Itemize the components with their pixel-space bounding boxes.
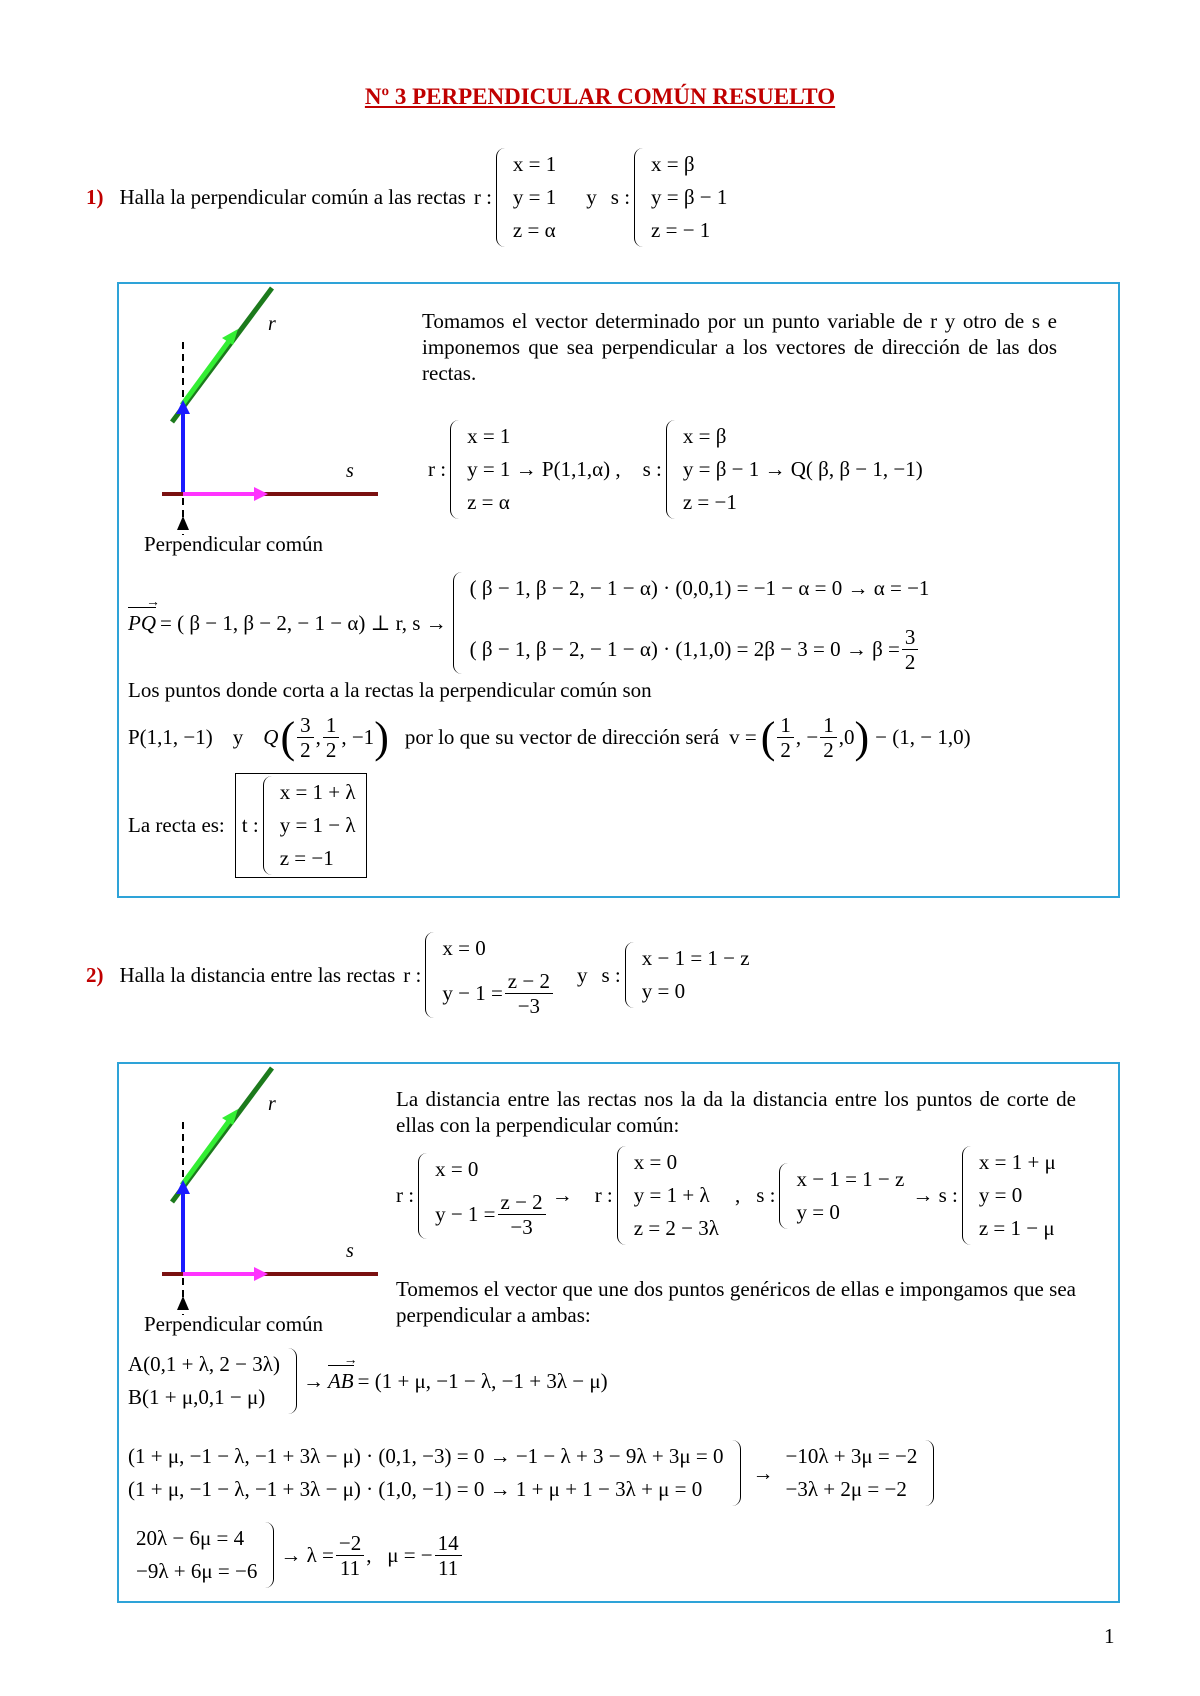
solution-2-text: Tomemos el vector que une dos puntos genéricos de ellas e impongamos que sea perpendicular a ambas: <box>396 1277 1076 1327</box>
problem-1-statement <box>86 148 727 247</box>
equation: y = 1 → P(1,1,α) , <box>467 457 621 481</box>
lambda-result-label: → λ = <box>280 1542 334 1567</box>
equation: x = β <box>651 152 695 176</box>
mu-result-label: , μ = − <box>366 1542 433 1567</box>
line-t-system <box>263 776 356 875</box>
denominator: 11 <box>438 1555 459 1580</box>
equation: y = 0 <box>641 979 686 1003</box>
numerator: −2 <box>336 1531 364 1556</box>
conjunction: y <box>232 725 244 749</box>
separator: , − <box>795 725 819 749</box>
dot-product-conditions <box>128 1440 934 1506</box>
equation: x − 1 = 1 − z <box>796 1166 905 1191</box>
r-fraction <box>498 1190 546 1239</box>
line-r-label: r : <box>396 1183 415 1207</box>
problem-2-statement <box>86 932 750 1018</box>
arrowhead-icon <box>254 487 268 501</box>
numerator: 14 <box>435 1531 462 1556</box>
points-text: Los puntos donde corta a la rectas la perpendicular común son <box>128 678 652 702</box>
line-s-label: s : <box>610 185 631 209</box>
numerator: 3 <box>902 625 919 650</box>
condition-1: ( β − 1, β − 2, − 1 − α) · (0,0,1) = −1 − α = 0 → α = −1 <box>469 576 930 600</box>
line-s-system <box>779 1163 904 1229</box>
equation: z = α <box>467 490 510 514</box>
equation: y = 1 <box>512 185 557 209</box>
v-fraction-2 <box>820 713 837 762</box>
denominator: 2 <box>823 738 834 762</box>
points-ab <box>128 1348 608 1414</box>
equation: x = 1 <box>512 152 557 176</box>
equation: x = β <box>682 424 727 448</box>
final-solution <box>136 1522 464 1588</box>
label-s: s <box>346 1240 354 1262</box>
vector-ab-definition: = (1 + μ, −1 − λ, −1 + 3λ − μ) <box>357 1368 608 1393</box>
arrow-icon: → <box>551 1183 573 1207</box>
q-coordinate-z: , −1 <box>341 725 375 749</box>
equation: y = 0 <box>978 1183 1023 1207</box>
beta-fraction <box>902 625 919 674</box>
separator: , <box>734 1183 741 1207</box>
equation <box>435 1190 548 1239</box>
equation: z = −1 <box>279 846 334 870</box>
mu-fraction <box>435 1531 462 1580</box>
diagram-caption: Perpendicular común <box>144 1312 324 1336</box>
solution-2-intro: La distancia entre las rectas nos la da la distancia entre los puntos de corte de ellas con la perpendicular común: <box>396 1087 1076 1137</box>
point-b: B(1 + μ,0,1 − μ) <box>128 1385 266 1409</box>
result-label: La recta es: <box>128 813 225 837</box>
arrow-icon: → <box>302 1368 324 1393</box>
vector-r <box>182 1117 232 1185</box>
arrow-icon: → <box>752 1460 774 1485</box>
equation: y = 1 − λ <box>279 813 356 837</box>
condition-2 <box>470 625 930 674</box>
equation: z = 2 − 3λ <box>633 1216 719 1240</box>
equation-left: y − 1 = <box>442 981 503 1005</box>
numerator: 1 <box>323 713 340 738</box>
problem-1-text: Halla la perpendicular común a las rectas <box>119 185 466 209</box>
equation: x = 0 <box>442 936 486 960</box>
denominator: 11 <box>339 1555 361 1580</box>
v-coordinate-z: ,0 <box>838 725 855 749</box>
line-s-label: → s : <box>912 1183 958 1207</box>
equation: 20λ − 6μ = 4 <box>136 1526 245 1550</box>
lambda-fraction <box>336 1531 364 1580</box>
solution-1-parametrics <box>428 420 923 519</box>
line-s-system <box>625 942 750 1008</box>
line-r-label: r : <box>403 962 422 987</box>
problem-2-number: 2) <box>86 962 104 987</box>
line-s-label: s : <box>756 1183 776 1207</box>
direction-vector-equivalent: − (1, − 1,0) <box>875 725 971 749</box>
equation: y = 0 <box>796 1199 840 1224</box>
point-q-label: Q <box>263 725 279 749</box>
numerator: z − 2 <box>498 1190 546 1215</box>
line-s-system <box>634 148 727 247</box>
vector-pq-definition: = ( β − 1, β − 2, − 1 − α) ⊥ r, s → <box>160 610 447 635</box>
numerator: 1 <box>777 713 794 738</box>
numerator: 3 <box>297 713 314 738</box>
q-fraction-1 <box>297 713 314 762</box>
result-line-t <box>128 773 367 878</box>
perpendicular-diagram-1 <box>150 280 400 560</box>
equation <box>442 969 555 1018</box>
line-r-parametric-system <box>617 1146 719 1245</box>
numerator: z − 2 <box>505 969 553 994</box>
direction-vector-label: v = <box>729 725 757 749</box>
dot-product-system <box>128 1440 741 1506</box>
point-a: A(0,1 + λ, 2 − 3λ) <box>128 1352 280 1376</box>
denominator: 2 <box>300 738 311 762</box>
pointer-arrow-icon <box>177 516 189 530</box>
vector-pq-label: → PQ <box>128 611 156 636</box>
diagram-caption: Perpendicular común <box>144 532 324 556</box>
numerator: 1 <box>820 713 837 738</box>
denominator: 2 <box>780 738 791 762</box>
label-r: r <box>268 313 276 335</box>
equation: y = β − 1 → Q( β, β − 1, −1) <box>682 457 923 481</box>
line-r-system <box>450 420 621 519</box>
line-r-system <box>418 1153 548 1239</box>
label-s: s <box>346 460 354 482</box>
equation: z = −1 <box>682 490 737 514</box>
equation: x − 1 = 1 − z <box>641 946 750 970</box>
equation: x = 0 <box>633 1150 678 1174</box>
line-r-system <box>425 932 555 1018</box>
label-r: r <box>268 1093 276 1115</box>
equation: z = 1 − μ <box>978 1216 1055 1240</box>
vector-r <box>182 337 232 405</box>
perpendicular-diagram-2 <box>150 1060 400 1340</box>
arrowhead-icon <box>254 1267 268 1281</box>
equation: −9λ + 6μ = −6 <box>136 1559 258 1583</box>
equation: z = α <box>512 218 556 242</box>
denominator: −3 <box>517 994 541 1018</box>
equation-left: y − 1 = <box>435 1201 496 1226</box>
vector-ab-label: → AB <box>328 1369 354 1394</box>
page-number: 1 <box>1104 1624 1115 1648</box>
pointer-arrow-icon <box>177 1296 189 1310</box>
line-r-label: r : <box>428 457 447 481</box>
equation: x = 1 <box>467 424 511 448</box>
line-s-label: s : <box>642 457 662 481</box>
equation: y = β − 1 <box>651 185 728 209</box>
condition-1: (1 + μ, −1 − λ, −1 + 3λ − μ) · (0,1, −3) = 0 → −1 − λ + 3 − 9λ + 3μ = 0 <box>128 1444 724 1468</box>
line-r-label: r : <box>473 185 492 209</box>
equation: −3λ + 2μ = −2 <box>785 1477 907 1501</box>
r-fraction <box>505 969 553 1018</box>
line-s-parametric-system <box>962 1146 1056 1245</box>
line-r-system <box>496 148 556 247</box>
line-s-system <box>666 420 923 519</box>
conjunction: y <box>586 185 597 209</box>
denominator: 2 <box>325 738 337 762</box>
denominator: 2 <box>904 650 916 674</box>
pq-perpendicular-conditions <box>128 572 929 674</box>
conjunction: y <box>576 962 588 987</box>
conditions-system <box>453 572 930 674</box>
problem-1-number: 1) <box>86 185 104 209</box>
page-title: Nº 3 PERPENDICULAR COMÚN RESUELTO <box>364 84 836 109</box>
points-ab-system <box>128 1348 297 1414</box>
problem-2-text: Halla la distancia entre las rectas <box>119 962 396 987</box>
result-box <box>235 773 367 878</box>
point-p: P(1,1, −1) <box>128 725 213 749</box>
reduced-system <box>786 1440 935 1506</box>
line-s-label: s : <box>601 962 621 987</box>
final-system <box>136 1522 274 1588</box>
q-fraction-2 <box>323 713 340 762</box>
condition-2-text: ( β − 1, β − 2, − 1 − α) · (1,1,0) = 2β − 3 = 0 → β = <box>469 637 900 661</box>
equation: z = − 1 <box>651 218 711 242</box>
condition-2: (1 + μ, −1 − λ, −1 + 3λ − μ) · (1,0, −1) = 0 → 1 + μ + 1 − 3λ + μ = 0 <box>128 1477 703 1501</box>
line-t-label: t : <box>241 813 259 837</box>
points-and-direction: P(1,1, −1) y Q ( $\frac{3}{2}$ , $\frac{1}{2}$ , −1 ) por lo que su vector de dirección será v = ( $\frac{1}{2}$ , − $\frac{1}{2}$ ,0 ) − (1, − 1,0) <box>128 713 971 762</box>
equation: −10λ + 3μ = −2 <box>785 1444 918 1468</box>
line-r-label: r : <box>594 1183 613 1207</box>
direction-text: por lo que su vector de dirección será <box>404 725 720 749</box>
equation: x = 1 + μ <box>978 1150 1056 1174</box>
equation: y = 1 + λ <box>633 1183 710 1207</box>
v-fraction-1 <box>777 713 794 762</box>
denominator: −3 <box>510 1214 533 1239</box>
equation: x = 1 + λ <box>279 780 356 804</box>
equation: x = 0 <box>435 1156 479 1181</box>
solution-1-intro: Tomamos el vector determinado por un punto variable de r y otro de s e imponemos que sea perpendicular a los vectores de dirección de las dos rectas. <box>422 309 1057 385</box>
solution-2-parametrics <box>396 1146 1056 1245</box>
